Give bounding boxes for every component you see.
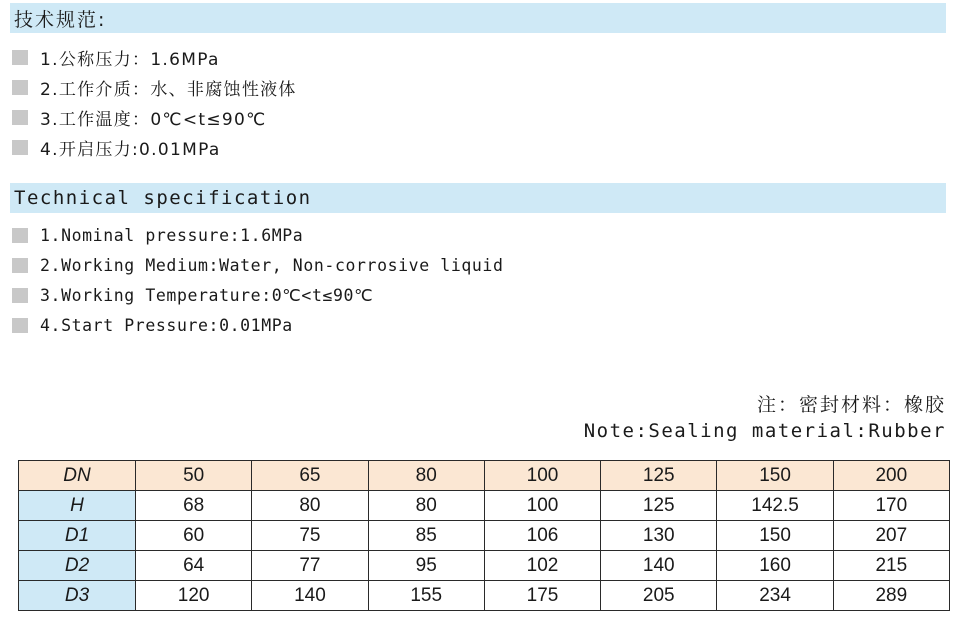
- table-row: [19, 461, 950, 491]
- table-cell: 120: [136, 581, 252, 611]
- spec-text: 4.开启压力:0.01MPa: [40, 139, 221, 160]
- note-en: Note:Sealing material:Rubber: [583, 420, 946, 442]
- note-cn: 注：密封材料：橡胶: [756, 394, 946, 416]
- table-cell: 60: [136, 521, 252, 551]
- table-cell: 142.5: [717, 491, 833, 521]
- square-bullet-icon: [12, 258, 28, 273]
- table-cell: 68: [136, 491, 252, 521]
- table-cell: 200: [833, 461, 949, 491]
- table-cell: 50: [136, 461, 252, 491]
- table-cell: 80: [368, 461, 484, 491]
- table-cell: 100: [484, 491, 600, 521]
- table-cell: 75: [252, 521, 368, 551]
- list-item: [12, 250, 504, 280]
- square-bullet-icon: [12, 140, 28, 155]
- table-cell: 175: [484, 581, 600, 611]
- en-section-header: [10, 183, 946, 213]
- list-item: [12, 310, 504, 340]
- table-cell: 80: [252, 491, 368, 521]
- table-cell: 64: [136, 551, 252, 581]
- table-cell: 85: [368, 521, 484, 551]
- cn-spec-list: [12, 42, 297, 162]
- spec-text: 1.Nominal pressure:1.6MPa: [40, 225, 304, 245]
- square-bullet-icon: [12, 318, 28, 333]
- spec-text: 3.工作温度：0℃<t≤90℃: [40, 109, 267, 130]
- row-label: H: [19, 491, 136, 521]
- table-row: [19, 581, 950, 611]
- list-item: [12, 220, 504, 250]
- table-cell: 102: [484, 551, 600, 581]
- spec-text: 3.Working Temperature:0℃<t≤90℃: [40, 285, 374, 305]
- list-item: [12, 132, 297, 162]
- cn-section-title: 技术规范:: [14, 8, 107, 31]
- table-row: [19, 521, 950, 551]
- table-cell: 95: [368, 551, 484, 581]
- table-cell: 207: [833, 521, 949, 551]
- table-cell: 160: [717, 551, 833, 581]
- table-cell: 77: [252, 551, 368, 581]
- table-cell: 289: [833, 581, 949, 611]
- list-item: [12, 42, 297, 72]
- table-cell: 150: [717, 521, 833, 551]
- table-cell: 170: [833, 491, 949, 521]
- table-cell: 140: [601, 551, 717, 581]
- list-item: [12, 102, 297, 132]
- row-label: D3: [19, 581, 136, 611]
- square-bullet-icon: [12, 228, 28, 243]
- row-label: D2: [19, 551, 136, 581]
- table-row: [19, 491, 950, 521]
- en-spec-list: [12, 220, 504, 340]
- table-cell: 125: [601, 461, 717, 491]
- table-cell: 130: [601, 521, 717, 551]
- cn-section-header: [10, 3, 946, 33]
- row-label: DN: [19, 461, 136, 491]
- table-cell: 65: [252, 461, 368, 491]
- table-cell: 234: [717, 581, 833, 611]
- spec-text: 2.工作介质：水、非腐蚀性液体: [40, 79, 297, 100]
- table-row: [19, 551, 950, 581]
- list-item: [12, 280, 504, 310]
- list-item: [12, 72, 297, 102]
- table-cell: 155: [368, 581, 484, 611]
- table-cell: 140: [252, 581, 368, 611]
- table-cell: 215: [833, 551, 949, 581]
- dimension-table: [18, 460, 950, 611]
- square-bullet-icon: [12, 80, 28, 95]
- square-bullet-icon: [12, 50, 28, 65]
- table-cell: 125: [601, 491, 717, 521]
- row-label: D1: [19, 521, 136, 551]
- en-section-title: Technical specification: [14, 187, 312, 209]
- table-cell: 100: [484, 461, 600, 491]
- table-cell: 150: [717, 461, 833, 491]
- table-cell: 80: [368, 491, 484, 521]
- spec-text: 1.公称压力：1.6MPa: [40, 49, 220, 70]
- table-cell: 205: [601, 581, 717, 611]
- spec-text: 4.Start Pressure:0.01MPa: [40, 315, 293, 335]
- table-cell: 106: [484, 521, 600, 551]
- square-bullet-icon: [12, 288, 28, 303]
- square-bullet-icon: [12, 110, 28, 125]
- spec-text: 2.Working Medium:Water, Non-corrosive liquid: [40, 255, 504, 275]
